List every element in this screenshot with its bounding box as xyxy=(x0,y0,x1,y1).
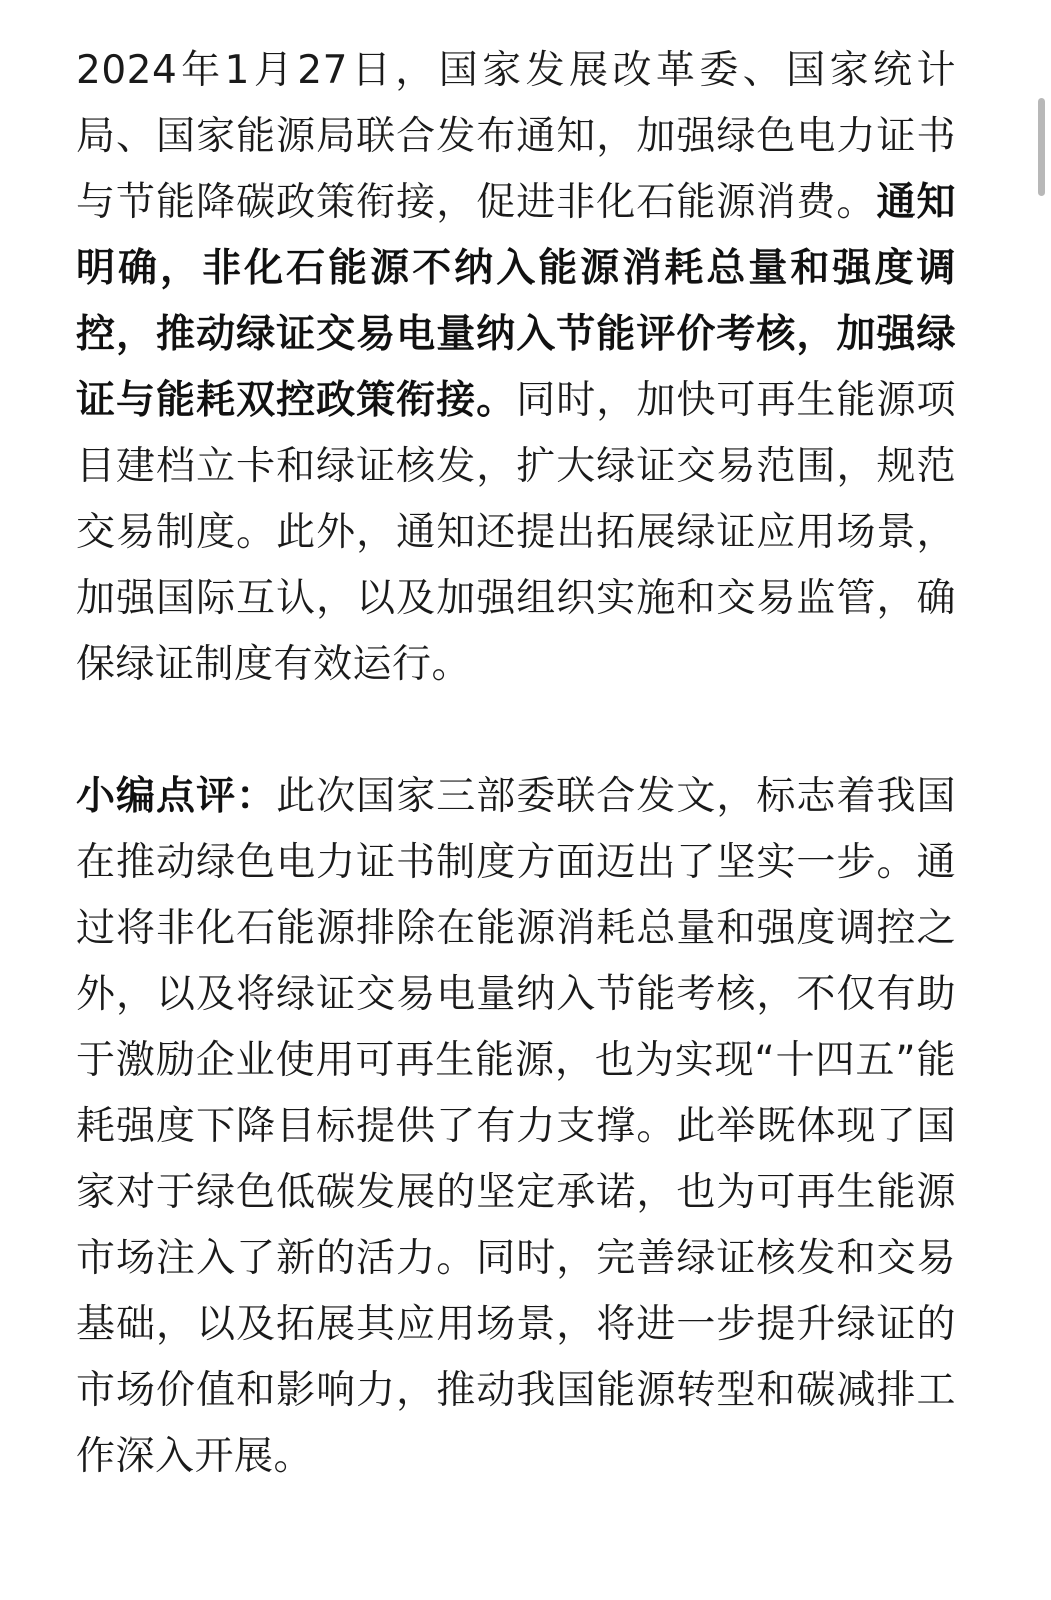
news-highlight-text: 通知明确，非化石能源不纳入能源消耗总量和强度调控，推动绿证交易电量纳入节能评价考核，加强绿证与能耗双控政策衔接。 xyxy=(76,180,956,423)
editor-comment-paragraph xyxy=(76,764,956,1490)
scrollbar-thumb[interactable] xyxy=(1038,98,1045,196)
editor-comment-label: 小编点评： xyxy=(76,774,277,819)
news-paragraph xyxy=(76,38,956,698)
news-lead-text: 2024年1月27日，国家发展改革委、国家统计局、国家能源局联合发布通知，加强绿色电力证书与节能降碳政策衔接，促进非化石能源消费。 xyxy=(76,48,956,225)
article-body xyxy=(76,38,956,1490)
news-rest-text: 同时，加快可再生能源项目建档立卡和绿证核发，扩大绿证交易范围，规范交易制度。此外，通知还提出拓展绿证应用场景，加强国际互认，以及加强组织实施和交易监管，确保绿证制度有效运行。 xyxy=(76,378,956,687)
editor-comment-text: 此次国家三部委联合发文，标志着我国在推动绿色电力证书制度方面迈出了坚实一步。通过将非化石能源排除在能源消耗总量和强度调控之外，以及将绿证交易电量纳入节能考核，不仅有助于激励企业使用可再生能源，也为实现“十四五”能耗强度下降目标提供了有力支撑。此举既体现了国家对于绿色低碳发展的坚定承诺，也为可再生能源市场注入了新的活力。同时，完善绿证核发和交易基础，以及拓展其应用场景，将进一步提升绿证的市场价值和影响力，推动我国能源转型和碳减排工作深入开展。 xyxy=(76,774,956,1479)
